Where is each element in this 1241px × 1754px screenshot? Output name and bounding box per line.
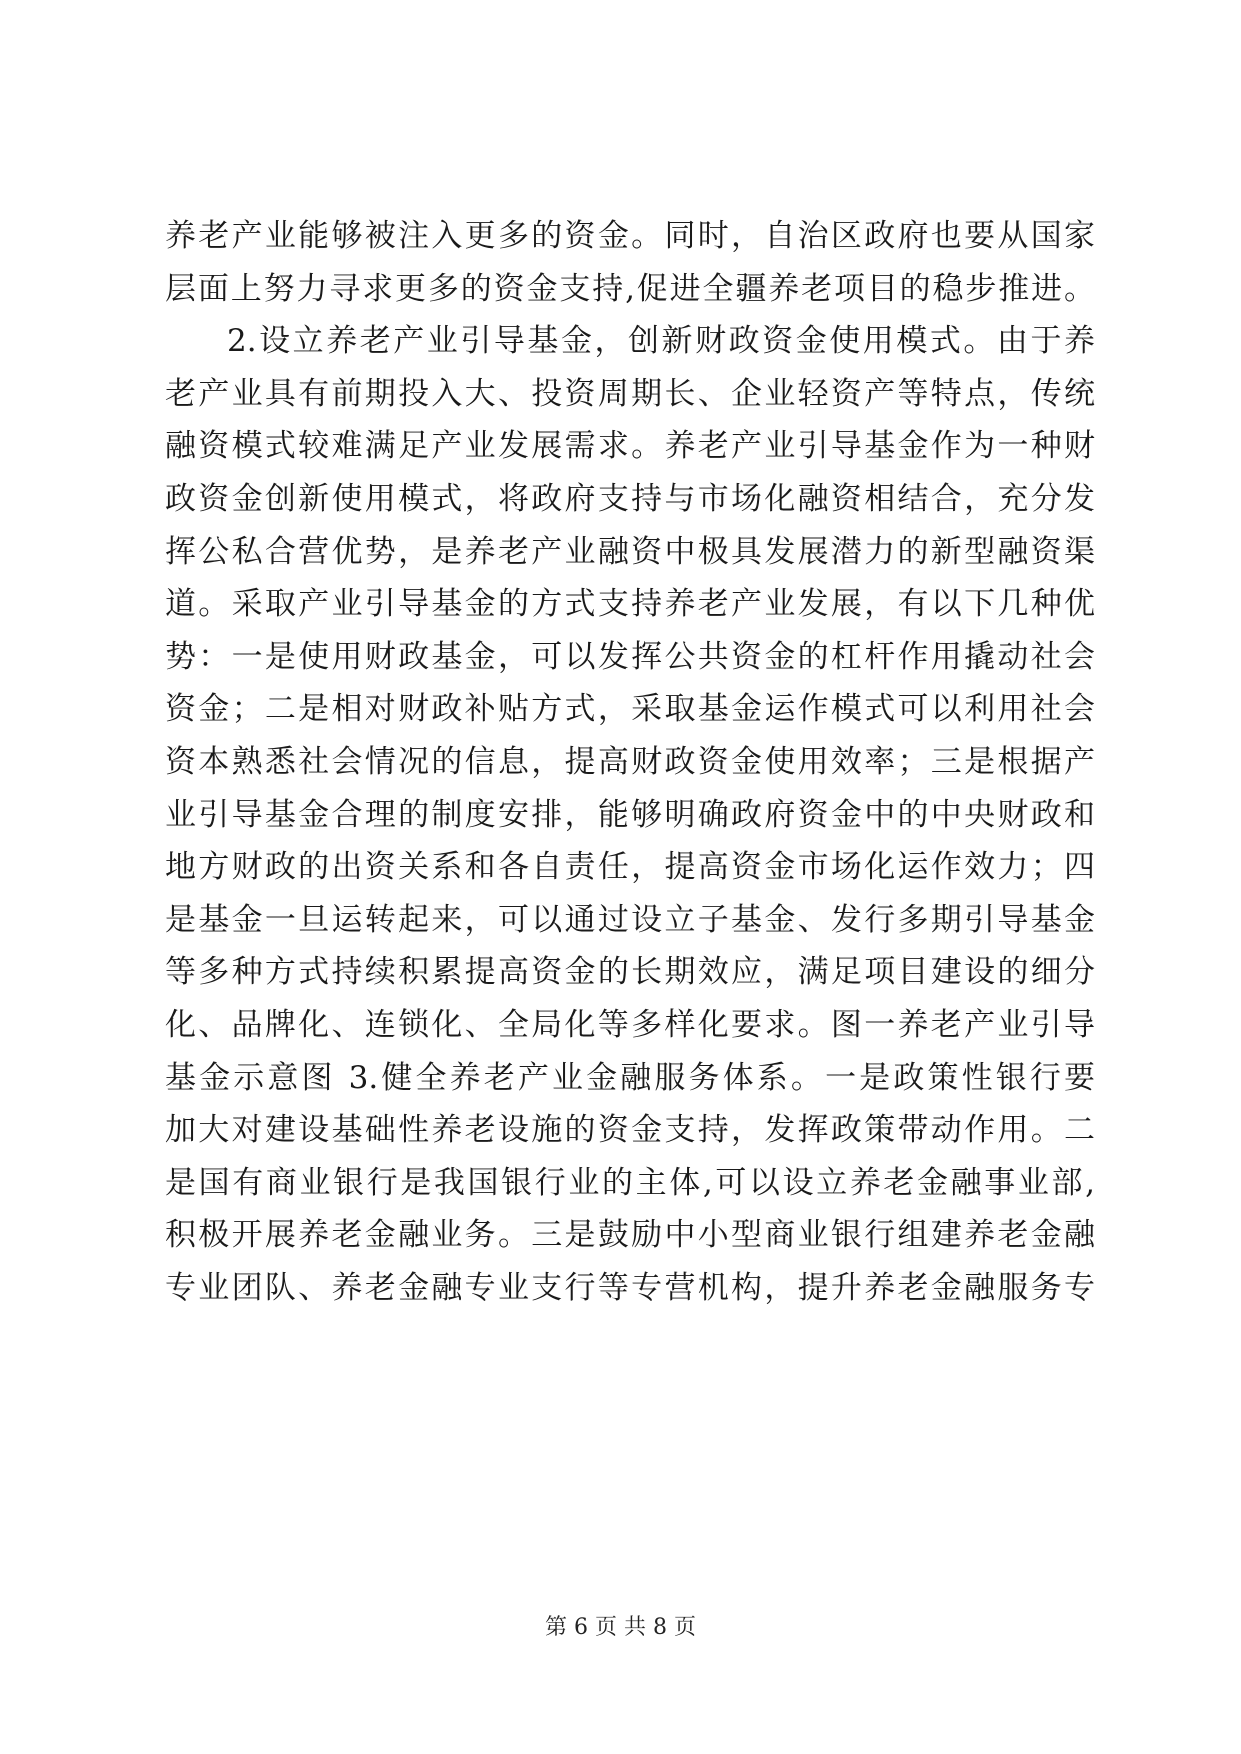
text-line: 资金；二是相对财政补贴方式，采取基金运作模式可以利用社会	[165, 691, 1095, 728]
text-line: 资本熟悉社会情况的信息，提高财政资金使用效率；三是根据产	[165, 743, 1095, 780]
text-line: 是基金一旦运转起来，可以通过设立子基金、发行多期引导基金	[165, 901, 1095, 938]
text-line: 老产业具有前期投入大、投资周期长、企业轻资产等特点，传统	[165, 375, 1095, 412]
text-line: 业引导基金合理的制度安排，能够明确政府资金中的中央财政和	[165, 796, 1095, 833]
body-text	[165, 210, 1095, 1314]
text-line: 加大对建设基础性养老设施的资金支持，发挥政策带动作用。二	[165, 1112, 1095, 1149]
text-line: 道。采取产业引导基金的方式支持养老产业发展，有以下几种优	[165, 586, 1095, 623]
text-line: 专业团队、养老金融专业支行等专营机构，提升养老金融服务专	[165, 1269, 1095, 1306]
text-line: 势：一是使用财政基金，可以发挥公共资金的杠杆作用撬动社会	[165, 638, 1095, 675]
text-line: 地方财政的出资关系和各自责任，提高资金市场化运作效力；四	[165, 849, 1095, 886]
text-line: 积极开展养老金融业务。三是鼓励中小型商业银行组建养老金融	[165, 1217, 1095, 1254]
text-line: 2.设立养老产业引导基金，创新财政资金使用模式。由于养	[227, 323, 1095, 360]
text-line: 等多种方式持续积累提高资金的长期效应，满足项目建设的细分	[165, 954, 1095, 991]
text-line: 融资模式较难满足产业发展需求。养老产业引导基金作为一种财	[165, 428, 1095, 465]
page-number-footer: 第 6 页 共 8 页	[545, 1615, 696, 1640]
text-line: 化、品牌化、连锁化、全局化等多样化要求。图一养老产业引导	[165, 1006, 1095, 1043]
text-line: 是国有商业银行是我国银行业的主体,可以设立养老金融事业部,	[165, 1164, 1095, 1201]
text-line: 政资金创新使用模式，将政府支持与市场化融资相结合，充分发	[165, 480, 1095, 517]
text-line: 基金示意图 3.健全养老产业金融服务体系。一是政策性银行要	[165, 1059, 1095, 1096]
text-line: 养老产业能够被注入更多的资金。同时，自治区政府也要从国家	[165, 218, 1095, 254]
text-line: 层面上努力寻求更多的资金支持,促进全疆养老项目的稳步推进。	[165, 270, 1095, 307]
text-line: 挥公私合营优势，是养老产业融资中极具发展潜力的新型融资渠	[165, 533, 1095, 570]
